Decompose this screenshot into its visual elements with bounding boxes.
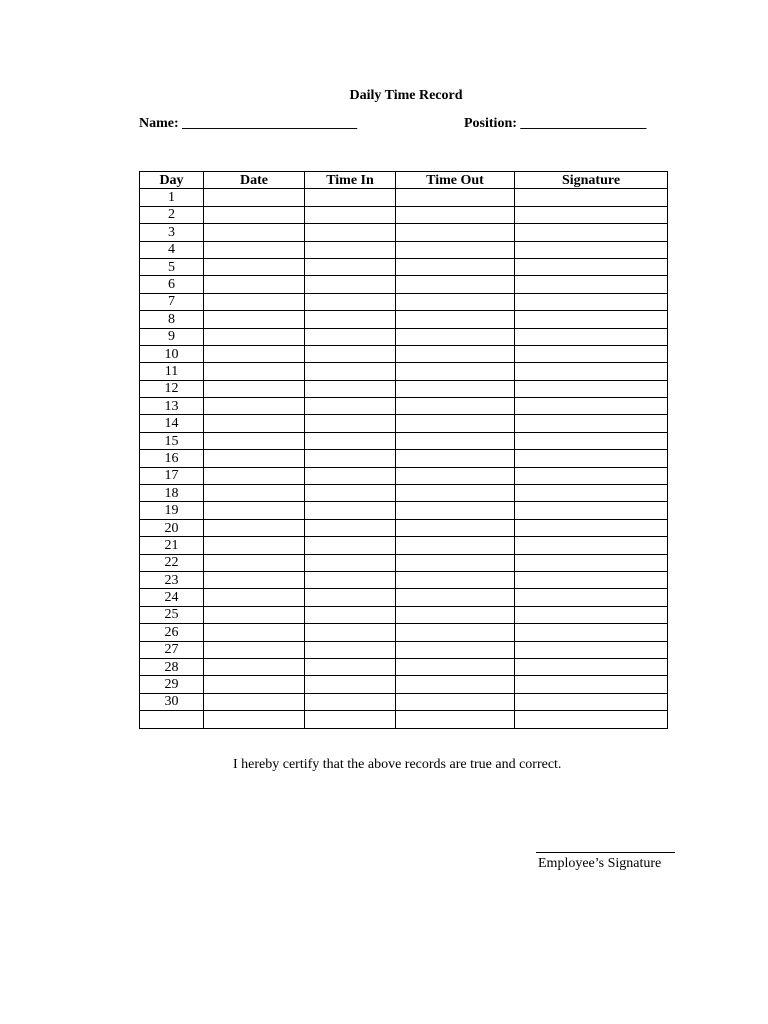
table-row — [140, 658, 668, 675]
signature-cell[interactable] — [515, 450, 668, 467]
time-in-cell[interactable] — [305, 641, 396, 658]
day-cell: 16 — [140, 450, 204, 467]
time-in-cell[interactable] — [305, 485, 396, 502]
time-out-cell[interactable] — [396, 293, 515, 310]
time-out-cell[interactable] — [396, 311, 515, 328]
time-in-cell[interactable] — [305, 432, 396, 449]
day-cell: 28 — [140, 658, 204, 675]
time-out-cell[interactable] — [396, 589, 515, 606]
signature-cell[interactable] — [515, 328, 668, 345]
signature-cell[interactable] — [515, 589, 668, 606]
time-in-cell[interactable] — [305, 450, 396, 467]
day-cell: 3 — [140, 224, 204, 241]
table-row — [140, 519, 668, 536]
signature-cell[interactable] — [515, 311, 668, 328]
signature-cell[interactable] — [515, 189, 668, 206]
table-row — [140, 415, 668, 432]
name-field: Name: _________________________ — [139, 116, 358, 131]
time-in-cell[interactable] — [305, 676, 396, 693]
table-header-row — [140, 172, 668, 189]
table-row — [140, 485, 668, 502]
signature-cell[interactable] — [515, 711, 668, 728]
time-out-cell[interactable] — [396, 415, 515, 432]
day-cell: 7 — [140, 293, 204, 310]
signature-cell[interactable] — [515, 345, 668, 362]
time-out-cell[interactable] — [396, 206, 515, 223]
date-cell[interactable] — [204, 293, 305, 310]
table-row — [140, 398, 668, 415]
day-cell: 5 — [140, 258, 204, 275]
time-out-cell[interactable] — [396, 345, 515, 362]
table-row — [140, 693, 668, 710]
time-out-cell[interactable] — [396, 258, 515, 275]
certification-statement: I hereby certify that the above records are true and correct. — [233, 757, 562, 772]
table-row — [140, 450, 668, 467]
time-out-cell[interactable] — [396, 467, 515, 484]
time-record-table — [139, 171, 668, 729]
time-out-cell[interactable] — [396, 189, 515, 206]
date-cell[interactable] — [204, 241, 305, 258]
time-in-cell[interactable] — [305, 658, 396, 675]
date-cell[interactable] — [204, 676, 305, 693]
time-out-cell[interactable] — [396, 380, 515, 397]
time-out-cell[interactable] — [396, 658, 515, 675]
signature-line — [536, 852, 675, 853]
signature-cell[interactable] — [515, 519, 668, 536]
header-day: Day — [140, 172, 204, 189]
time-in-cell[interactable] — [305, 206, 396, 223]
table-row — [140, 363, 668, 380]
signature-cell[interactable] — [515, 363, 668, 380]
signature-cell[interactable] — [515, 241, 668, 258]
time-out-cell[interactable] — [396, 276, 515, 293]
table-row — [140, 571, 668, 588]
day-cell: 27 — [140, 641, 204, 658]
date-cell[interactable] — [204, 624, 305, 641]
table-row — [140, 293, 668, 310]
time-in-cell[interactable] — [305, 519, 396, 536]
time-in-cell[interactable] — [305, 224, 396, 241]
date-cell[interactable] — [204, 485, 305, 502]
time-out-cell[interactable] — [396, 641, 515, 658]
time-in-cell[interactable] — [305, 467, 396, 484]
day-cell: 13 — [140, 398, 204, 415]
signature-cell[interactable] — [515, 537, 668, 554]
time-in-cell[interactable] — [305, 398, 396, 415]
date-cell[interactable] — [204, 189, 305, 206]
table-row — [140, 432, 668, 449]
date-cell[interactable] — [204, 380, 305, 397]
table-row — [140, 676, 668, 693]
day-cell: 21 — [140, 537, 204, 554]
employee-signature-label: Employee’s Signature — [538, 856, 662, 871]
time-in-cell[interactable] — [305, 276, 396, 293]
time-in-cell[interactable] — [305, 624, 396, 641]
time-out-cell[interactable] — [396, 502, 515, 519]
date-cell[interactable] — [204, 363, 305, 380]
signature-cell[interactable] — [515, 676, 668, 693]
date-cell[interactable] — [204, 606, 305, 623]
table-row — [140, 206, 668, 223]
day-cell: 17 — [140, 467, 204, 484]
signature-cell[interactable] — [515, 502, 668, 519]
day-cell: 6 — [140, 276, 204, 293]
time-in-cell[interactable] — [305, 554, 396, 571]
time-out-cell[interactable] — [396, 328, 515, 345]
time-in-cell[interactable] — [305, 606, 396, 623]
day-cell — [140, 711, 204, 728]
time-out-cell[interactable] — [396, 693, 515, 710]
signature-cell[interactable] — [515, 658, 668, 675]
document-title: Daily Time Record — [349, 88, 463, 103]
signature-cell[interactable] — [515, 606, 668, 623]
day-cell: 1 — [140, 189, 204, 206]
signature-cell[interactable] — [515, 571, 668, 588]
time-in-cell[interactable] — [305, 241, 396, 258]
date-cell[interactable] — [204, 206, 305, 223]
date-cell[interactable] — [204, 519, 305, 536]
table-row — [140, 189, 668, 206]
day-cell: 9 — [140, 328, 204, 345]
date-cell[interactable] — [204, 224, 305, 241]
position-field: Position: __________________ — [464, 116, 647, 131]
time-out-cell[interactable] — [396, 606, 515, 623]
table-row — [140, 502, 668, 519]
signature-cell[interactable] — [515, 206, 668, 223]
day-cell: 18 — [140, 485, 204, 502]
table-body — [140, 189, 668, 728]
signature-cell[interactable] — [515, 554, 668, 571]
table-row — [140, 711, 668, 728]
date-cell[interactable] — [204, 658, 305, 675]
signature-cell[interactable] — [515, 432, 668, 449]
day-cell: 25 — [140, 606, 204, 623]
time-out-cell[interactable] — [396, 624, 515, 641]
time-in-cell[interactable] — [305, 258, 396, 275]
day-cell: 20 — [140, 519, 204, 536]
signature-cell[interactable] — [515, 624, 668, 641]
day-cell: 14 — [140, 415, 204, 432]
time-in-cell[interactable] — [305, 571, 396, 588]
time-out-cell[interactable] — [396, 398, 515, 415]
table-row — [140, 537, 668, 554]
table-row — [140, 380, 668, 397]
date-cell[interactable] — [204, 328, 305, 345]
day-cell: 19 — [140, 502, 204, 519]
time-in-cell[interactable] — [305, 502, 396, 519]
table-row — [140, 624, 668, 641]
table-row — [140, 606, 668, 623]
date-cell[interactable] — [204, 276, 305, 293]
date-cell[interactable] — [204, 450, 305, 467]
time-out-cell[interactable] — [396, 537, 515, 554]
table-row — [140, 345, 668, 362]
date-cell[interactable] — [204, 711, 305, 728]
date-cell[interactable] — [204, 502, 305, 519]
date-cell[interactable] — [204, 571, 305, 588]
time-out-cell[interactable] — [396, 363, 515, 380]
date-cell[interactable] — [204, 398, 305, 415]
header-time-out: Time Out — [396, 172, 515, 189]
day-cell: 11 — [140, 363, 204, 380]
time-in-cell[interactable] — [305, 363, 396, 380]
time-in-cell[interactable] — [305, 415, 396, 432]
table-row — [140, 641, 668, 658]
signature-cell[interactable] — [515, 398, 668, 415]
time-out-cell[interactable] — [396, 676, 515, 693]
date-cell[interactable] — [204, 537, 305, 554]
time-out-cell[interactable] — [396, 224, 515, 241]
header-signature: Signature — [515, 172, 668, 189]
date-cell[interactable] — [204, 589, 305, 606]
day-cell: 26 — [140, 624, 204, 641]
day-cell: 2 — [140, 206, 204, 223]
time-in-cell[interactable] — [305, 711, 396, 728]
day-cell: 4 — [140, 241, 204, 258]
day-cell: 24 — [140, 589, 204, 606]
table-row — [140, 467, 668, 484]
time-out-cell[interactable] — [396, 432, 515, 449]
signature-cell[interactable] — [515, 276, 668, 293]
time-out-cell[interactable] — [396, 554, 515, 571]
time-out-cell[interactable] — [396, 571, 515, 588]
time-in-cell[interactable] — [305, 328, 396, 345]
date-cell[interactable] — [204, 693, 305, 710]
signature-cell[interactable] — [515, 467, 668, 484]
header-date: Date — [204, 172, 305, 189]
time-in-cell[interactable] — [305, 189, 396, 206]
table-row — [140, 554, 668, 571]
header-time-in: Time In — [305, 172, 396, 189]
time-out-cell[interactable] — [396, 711, 515, 728]
date-cell[interactable] — [204, 258, 305, 275]
time-in-cell[interactable] — [305, 693, 396, 710]
signature-cell[interactable] — [515, 485, 668, 502]
day-cell: 29 — [140, 676, 204, 693]
time-in-cell[interactable] — [305, 589, 396, 606]
table-row — [140, 258, 668, 275]
table-row — [140, 276, 668, 293]
time-in-cell[interactable] — [305, 293, 396, 310]
date-cell[interactable] — [204, 467, 305, 484]
signature-cell[interactable] — [515, 415, 668, 432]
table-row — [140, 328, 668, 345]
time-out-cell[interactable] — [396, 450, 515, 467]
time-out-cell[interactable] — [396, 485, 515, 502]
date-cell[interactable] — [204, 345, 305, 362]
time-in-cell[interactable] — [305, 345, 396, 362]
date-cell[interactable] — [204, 554, 305, 571]
date-cell[interactable] — [204, 641, 305, 658]
day-cell: 22 — [140, 554, 204, 571]
time-in-cell[interactable] — [305, 380, 396, 397]
date-cell[interactable] — [204, 311, 305, 328]
table-row — [140, 589, 668, 606]
date-cell[interactable] — [204, 415, 305, 432]
table-row — [140, 311, 668, 328]
time-in-cell[interactable] — [305, 537, 396, 554]
time-out-cell[interactable] — [396, 519, 515, 536]
day-cell: 8 — [140, 311, 204, 328]
time-in-cell[interactable] — [305, 311, 396, 328]
signature-cell[interactable] — [515, 641, 668, 658]
signature-cell[interactable] — [515, 258, 668, 275]
signature-cell[interactable] — [515, 293, 668, 310]
signature-cell[interactable] — [515, 380, 668, 397]
signature-cell[interactable] — [515, 693, 668, 710]
signature-cell[interactable] — [515, 224, 668, 241]
time-out-cell[interactable] — [396, 241, 515, 258]
day-cell: 23 — [140, 571, 204, 588]
table-row — [140, 241, 668, 258]
day-cell: 12 — [140, 380, 204, 397]
date-cell[interactable] — [204, 432, 305, 449]
day-cell: 15 — [140, 432, 204, 449]
day-cell: 30 — [140, 693, 204, 710]
table-row — [140, 224, 668, 241]
day-cell: 10 — [140, 345, 204, 362]
